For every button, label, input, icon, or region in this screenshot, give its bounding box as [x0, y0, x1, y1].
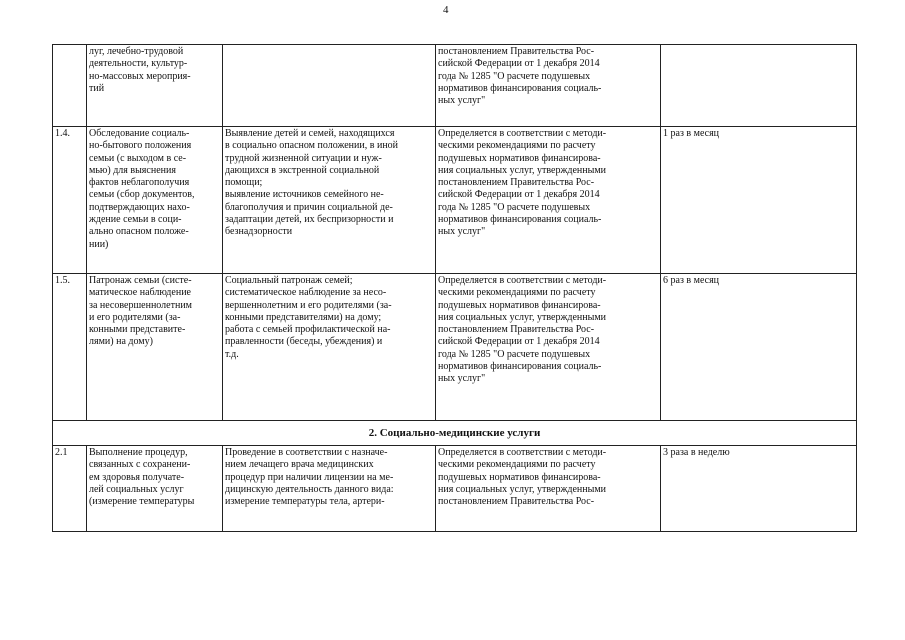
page-number: 4: [443, 4, 449, 16]
service-content: Социальный патронаж семей; систематическое наблюдение за несо- вершеннолетним и его родителями (за- конными представителями) на дому; работа с семьей профилактической на- правленности (беседы, убеждения) и т.д.: [223, 274, 436, 421]
service-frequency: 1 раз в месяц: [661, 127, 857, 274]
table-row: [53, 45, 857, 127]
section-header-row: [53, 421, 857, 446]
row-number: 1.5.: [53, 274, 87, 421]
table-row: [53, 446, 857, 532]
row-number: 2.1: [53, 446, 87, 532]
section-title: 2. Социально-медицинские услуги: [53, 421, 857, 446]
service-name: Обследование социаль- но-бытового положения семьи (с выходом в се- мью) для выяснения фактов неблагополучия семьи (сбор документов, подтверждающих нахо- ждение семьи в соци- ально опасном положе- нии): [87, 127, 223, 274]
table-row: [53, 127, 857, 274]
service-norm: Определяется в соответствии с методи- ческими рекомендациями по расчету подушевых нормативов финансирова- ния социальных услуг, утвержденными постановлением Правительства Рос- сийской Федерации от 1 декабря 2014 года № 1285 "О расчете подушевых нормативов финансирования социаль- ных услуг": [436, 127, 661, 274]
service-frequency: 6 раз в месяц: [661, 274, 857, 421]
row-number: 1.4.: [53, 127, 87, 274]
service-content: [223, 45, 436, 127]
service-name: Патронаж семьи (систе- матическое наблюдение за несовершеннолетним и его родителями (за- конными представите- лями) на дому): [87, 274, 223, 421]
service-frequency: [661, 45, 857, 127]
service-norm: постановлением Правительства Рос- сийской Федерации от 1 декабря 2014 года № 1285 "О расчете подушевых нормативов финансирования социаль- ных услуг": [436, 45, 661, 127]
table-row: [53, 274, 857, 421]
services-table: [52, 44, 857, 532]
service-content: Проведение в соответствии с назначе- нием лечащего врача медицинских процедур при наличии лицензии на ме- дицинскую деятельность данного вида: измерение температуры тела, артери-: [223, 446, 436, 532]
service-content: Выявление детей и семей, находящихся в социально опасном положении, в иной трудной жизненной ситуации и нуж- дающихся в экстренной социальной помощи; выявление источников семейного не- благополучия и причин социальной де- задаптации детей, их беспризорности и безнадзорности: [223, 127, 436, 274]
row-number: [53, 45, 87, 127]
service-frequency: 3 раза в неделю: [661, 446, 857, 532]
service-norm: Определяется в соответствии с методи- ческими рекомендациями по расчету подушевых нормативов финансирова- ния социальных услуг, утвержденными постановлением Правительства Рос-: [436, 446, 661, 532]
service-norm: Определяется в соответствии с методи- ческими рекомендациями по расчету подушевых нормативов финансирова- ния социальных услуг, утвержденными постановлением Правительства Рос- сийской Федерации от 1 декабря 2014 года № 1285 "О расчете подушевых нормативов финансирования социаль- ных услуг": [436, 274, 661, 421]
service-name: Выполнение процедур, связанных с сохранени- ем здоровья получате- лей социальных услуг (измерение температуры: [87, 446, 223, 532]
service-name: луг, лечебно-трудовой деятельности, культур- но-массовых мероприя- тий: [87, 45, 223, 127]
